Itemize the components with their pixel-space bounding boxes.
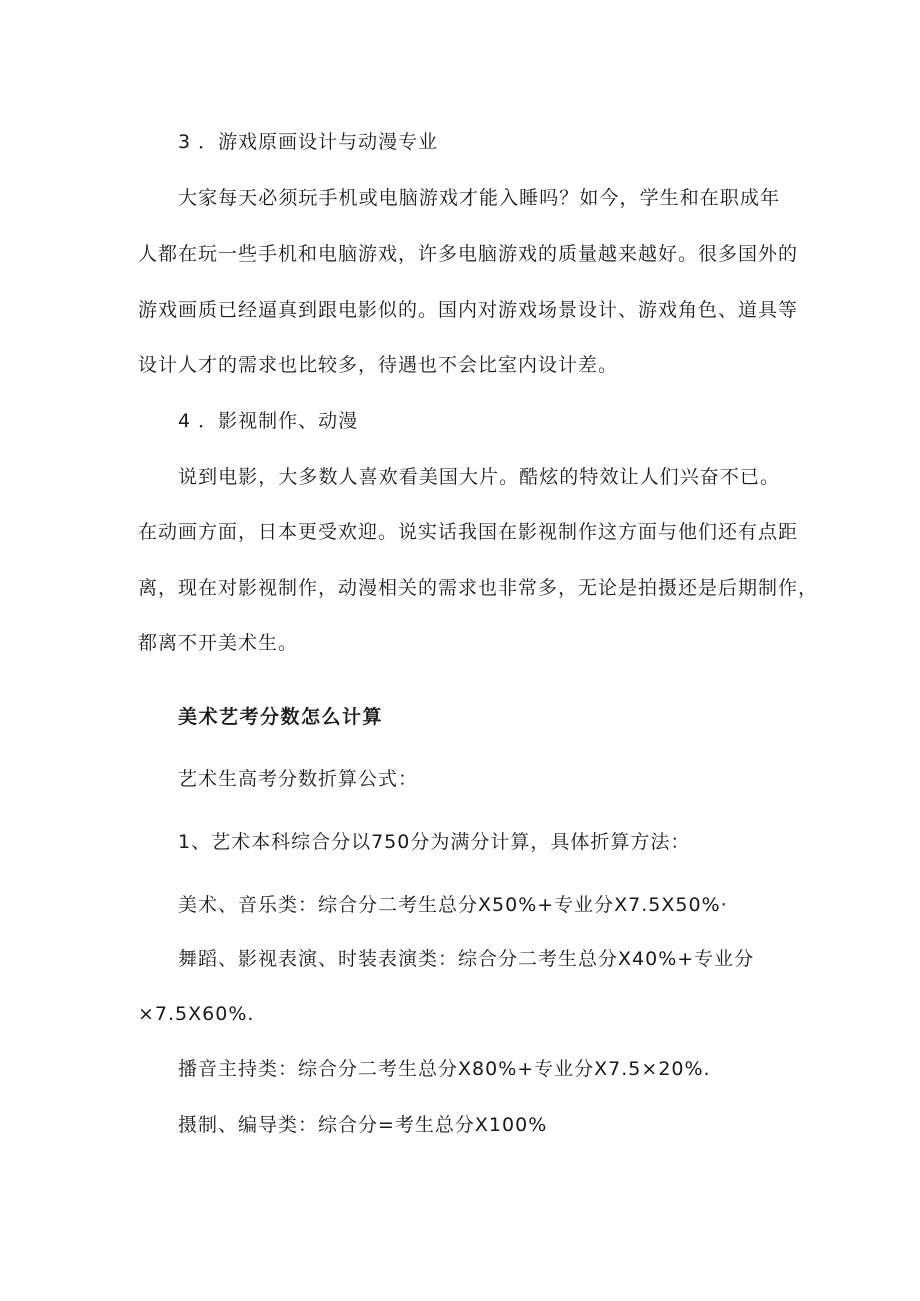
formula-dance-line-2: ×7.5X60%. xyxy=(138,1003,255,1025)
rule-1: 1、艺术本科综合分以750分为满分计算，具体折算方法： xyxy=(178,831,691,853)
section-4-paragraph-line-4: 都离不开美术生。 xyxy=(138,632,299,654)
section-3-paragraph-line-1: 大家每天必须玩手机或电脑游戏才能入睡吗？如今，学生和在职成年 xyxy=(178,187,780,209)
section-4-heading: 4 ．影视制作、动漫 xyxy=(178,410,359,432)
formula-art-music: 美术、音乐类：综合分二考生总分X50%+专业分X7.5X50%· xyxy=(178,894,728,916)
section-3-heading: 3 ．游戏原画设计与动漫专业 xyxy=(178,131,439,153)
formula-broadcast: 播音主持类：综合分二考生总分X80%+专业分X7.5×20%. xyxy=(178,1058,711,1080)
section-3-paragraph-line-4: 设计人才的需求也比较多，待遇也不会比室内设计差。 xyxy=(138,354,619,376)
formula-intro: 艺术生高考分数折算公式： xyxy=(178,768,419,790)
section-4-paragraph-line-2: 在动画方面，日本更受欢迎。说实话我国在影视制作这方面与他们还有点距 xyxy=(138,521,799,543)
section-title: 美术艺考分数怎么计算 xyxy=(178,706,384,728)
formula-directing: 摄制、编导类：综合分=考生总分X100% xyxy=(178,1114,548,1136)
formula-dance-line-1: 舞蹈、影视表演、时装表演类：综合分二考生总分X40%+专业分 xyxy=(178,948,755,970)
section-4-paragraph-line-3: 离，现在对影视制作，动漫相关的需求也非常多，无论是拍摄还是后期制作， xyxy=(138,577,819,599)
section-3-paragraph-line-3: 游戏画质已经逼真到跟电影似的。国内对游戏场景设计、游戏角色、道具等 xyxy=(138,299,799,321)
section-4-paragraph-line-1: 说到电影，大多数人喜欢看美国大片。酷炫的特效让人们兴奋不已。 xyxy=(178,466,780,488)
section-3-paragraph-line-2: 人都在玩一些手机和电脑游戏，许多电脑游戏的质量越来越好。很多国外的 xyxy=(138,243,799,265)
